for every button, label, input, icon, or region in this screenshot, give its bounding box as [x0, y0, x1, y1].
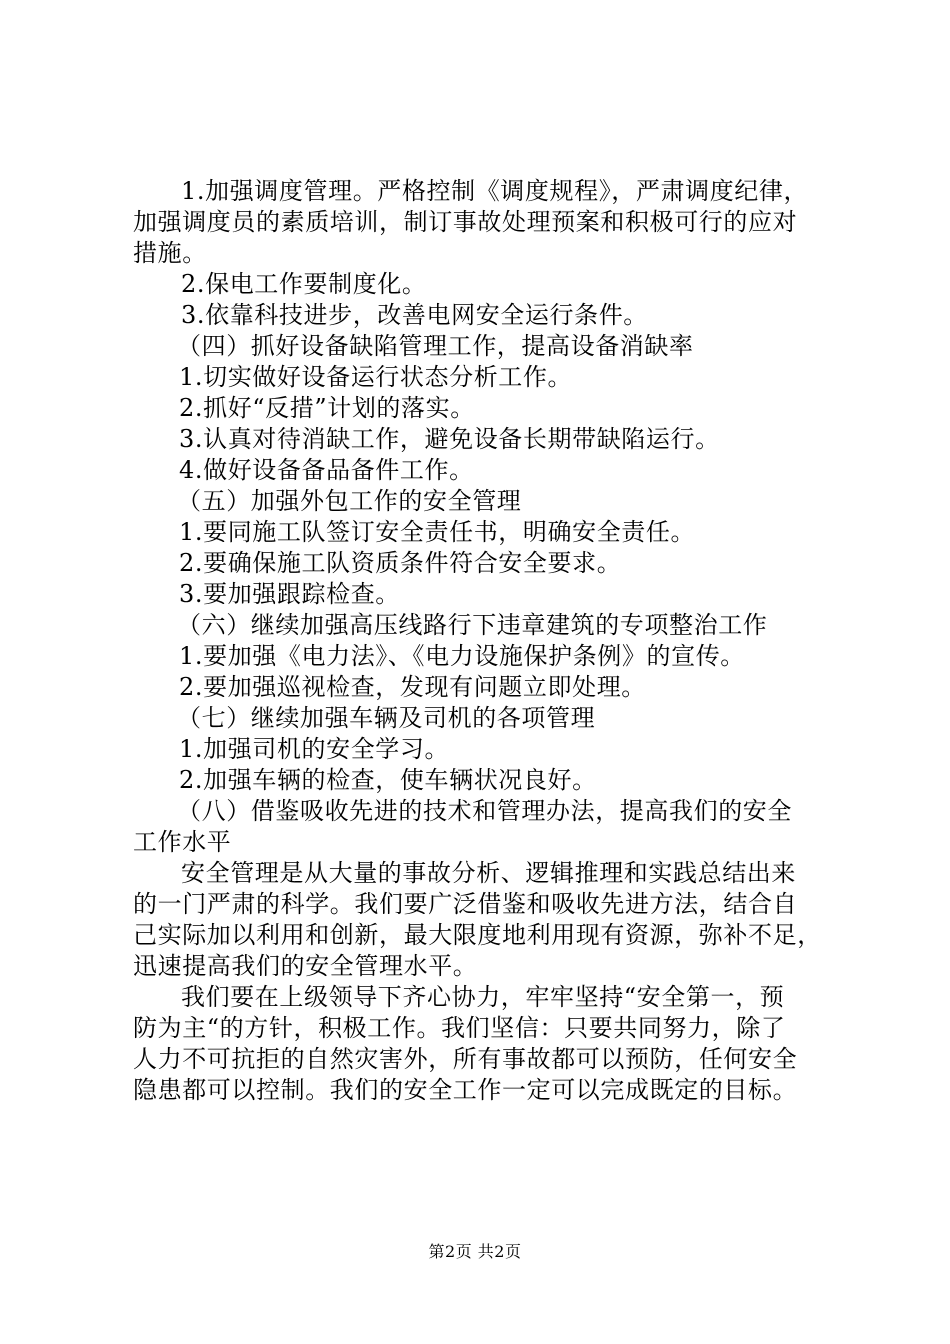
section-heading: （七）继续加强车辆及司机的各项管理: [177, 704, 596, 732]
list-item: 1.切实做好设备运行状态分析工作。: [179, 363, 573, 391]
paragraph-line: 加强调度员的素质培训，制订事故处理预案和积极可行的应对: [133, 208, 798, 236]
document-body: [133, 176, 833, 1106]
paragraph-line: 人力不可抗拒的自然灾害外，所有事故都可以预防，任何安全: [133, 1045, 798, 1073]
list-item: 1.要加强《电力法》、《电力设施保护条例》的宣传。: [179, 642, 745, 670]
list-item: 1.要同施工队签订安全责任书，明确安全责任。: [179, 518, 696, 546]
section-heading: （五）加强外包工作的安全管理: [177, 487, 522, 515]
paragraph-line: 防为主“的方针，积极工作。我们坚信：只要共同努力，除了: [133, 1014, 786, 1042]
section-heading: 工作水平: [133, 828, 232, 856]
paragraph-line: 迅速提高我们的安全管理水平。: [133, 952, 478, 980]
list-item: 1.加强司机的安全学习。: [179, 735, 450, 763]
list-item: 2.抓好“反措”计划的落实。: [179, 394, 475, 422]
list-item: 3.依靠科技进步，改善电网安全运行条件。: [181, 301, 648, 329]
list-item: 2.要加强巡视检查，发现有问题立即处理。: [179, 673, 646, 701]
paragraph-line: 我们要在上级领导下齐心协力，牢牢坚持“安全第一，预: [181, 983, 785, 1011]
list-item: 4.做好设备备品备件工作。: [179, 456, 474, 484]
paragraph-line: 安全管理是从大量的事故分析、逻辑推理和实践总结出来: [181, 859, 796, 887]
section-heading: （六）继续加强高压线路行下违章建筑的专项整治工作: [177, 611, 768, 639]
list-item: 3.要加强跟踪检查。: [179, 580, 400, 608]
paragraph-line: 1.加强调度管理。严格控制《调度规程》，严肃调度纪律，: [181, 177, 809, 205]
paragraph-line: 措施。: [133, 239, 207, 267]
paragraph-line: 己实际加以利用和创新，最大限度地利用现有资源，弥补不足，: [133, 921, 822, 949]
section-heading: （四）抓好设备缺陷管理工作，提高设备消缺率: [177, 332, 694, 360]
list-item: 2.要确保施工队资质条件符合安全要求。: [179, 549, 622, 577]
list-item: 3.认真对待消缺工作，避免设备长期带缺陷运行。: [179, 425, 720, 453]
section-heading: （八）借鉴吸收先进的技术和管理办法，提高我们的安全: [177, 797, 792, 825]
list-item: 2.加强车辆的检查，使车辆状况良好。: [179, 766, 597, 794]
page-footer: 第2页 共2页: [428, 1242, 522, 1261]
paragraph-line: 的一门严肃的科学。我们要广泛借鉴和吸收先进方法，结合自: [133, 890, 798, 918]
list-item: 2.保电工作要制度化。: [181, 270, 427, 298]
paragraph-line: 隐患都可以控制。我们的安全工作一定可以完成既定的目标。: [133, 1076, 798, 1104]
